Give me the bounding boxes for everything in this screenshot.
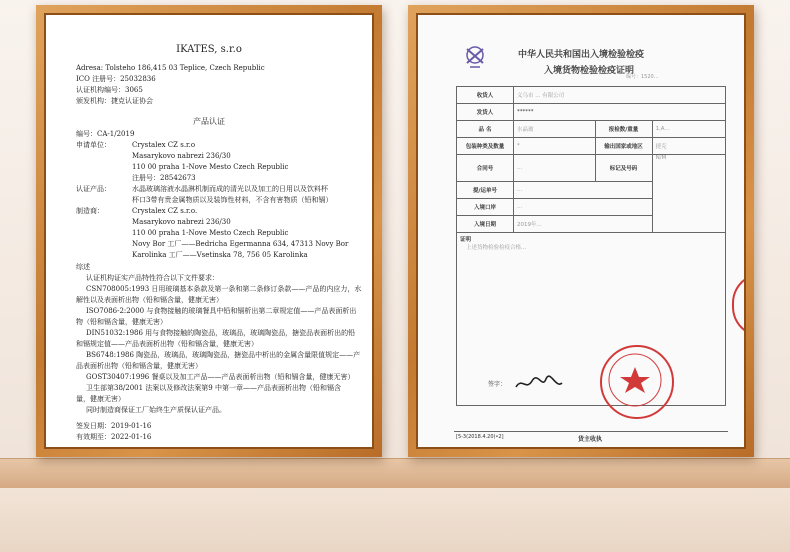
- official-seal: [600, 345, 674, 419]
- summary-line: 同时制造商保证工厂始终生产质保认证产品。: [86, 406, 226, 414]
- row-value: ...: [514, 199, 653, 216]
- inspection-certificate-document: [418, 15, 744, 447]
- row-value-2: N/M: [652, 155, 725, 233]
- applicant-line: 注册号：28542673: [132, 174, 196, 182]
- maker-line: Crystalex CZ s.r.o.: [132, 207, 198, 215]
- ico-number: ICO 注册号：25032836: [76, 75, 156, 83]
- certificate-number: 编号：CA-1/2019: [76, 130, 135, 138]
- row-label: 品 名: [457, 121, 514, 138]
- handwritten-signature: [514, 375, 564, 397]
- form-code: [5-3(2018.4.20)•2]: [456, 434, 504, 440]
- product-line: 杯口3带有贵金属物质以及装饰性材料，不含有害物质（铅和镉）: [132, 196, 333, 204]
- row-value-2: 捷克: [652, 138, 725, 155]
- holder-copy-label: 货主收执: [578, 436, 603, 443]
- table-row: [457, 87, 726, 104]
- product-certificate-document: [46, 15, 372, 447]
- issuer-title: IKATES, s.r.o: [176, 44, 242, 55]
- table-row: [457, 104, 726, 121]
- summary-line: 卫生部第38/2001 法案以及修改法案第9 中第一章——产品表面析出物（铅和镉含: [86, 384, 341, 392]
- summary-line: 和镉规定值——产品表面析出物（铅和镉含量，健康无害）: [76, 340, 258, 348]
- row-label: 合同号: [457, 155, 514, 182]
- maker-line: Karolinka 工厂——Vsetinska 78, 756 05 Karolinka: [132, 251, 308, 259]
- row-value: ...: [514, 155, 596, 182]
- applicant-line: Masarykovo nabrezi 236/30: [132, 152, 231, 160]
- certificate-frame-right: [408, 5, 754, 457]
- row-label: 入境口岸: [457, 199, 514, 216]
- row-label: 提/运单号: [457, 182, 514, 199]
- row-label-2: 标记及号码: [595, 155, 652, 182]
- summary-line: 物（铅和镉含量，健康无害）: [76, 318, 167, 326]
- applicant-line: Crystalex CZ s.r.o: [132, 141, 196, 149]
- summary-line: 量，健康无害）: [76, 395, 125, 403]
- maker-line: Masarykovo nabrezi 236/30: [132, 218, 231, 226]
- row-value: ******: [514, 104, 726, 121]
- row-value: 2019年...: [514, 216, 653, 233]
- summary-line: 解性以及表面析出物（铅和镉含量，健康无害）: [76, 296, 223, 304]
- issuer-address: Adresa: Tolsteho 186,415 03 Teplice, Czech Republic: [76, 64, 265, 72]
- shelf-ledge: [0, 458, 790, 489]
- summary-line: 认证机构证实产品特性符合以下文件要求：: [86, 274, 219, 282]
- summary-line: ISO7086-2:2000 与食物接触的玻璃餐具中铅和镉析出第二章规定值——产品表面析出: [86, 307, 357, 315]
- signature-label: 签字：: [488, 381, 507, 388]
- org-number: 认证机构编号：3065: [76, 86, 143, 94]
- summary-line: 品表面析出物（铅和镉含量，健康无害）: [76, 362, 202, 370]
- section-title: 产品认证: [193, 117, 225, 126]
- proof-label: 证明: [460, 237, 472, 243]
- summary-line: BS6748:1986 陶瓷品，玻璃品，玻璃陶瓷品，搪瓷品中析出的金属含量限值规定——产: [86, 351, 361, 359]
- product-line: 水晶玻璃溶液水晶淋机制而成的清光以及加工的日用以及饮料杯: [132, 185, 328, 193]
- maker-line: Novy Bor 工厂——Bedricha Egermanna 634, 47313 Novy Bor: [132, 240, 349, 248]
- summary-line: DIN51032:1986 用与食物接触的陶瓷品，玻璃品，玻璃陶瓷品，搪瓷品表面析出的铅: [86, 329, 356, 337]
- table-row: [457, 138, 726, 155]
- summary-line: CSN708005:1993 日用玻璃基本条款及第一条和第二条修订条款——产品的内应力，水: [86, 285, 362, 293]
- row-value: *: [514, 138, 596, 155]
- floor-background: [0, 488, 790, 552]
- header-line-1: 中华人民共和国出入境检验检疫: [518, 50, 645, 60]
- inspection-table: [456, 86, 726, 406]
- proof-text: 上述货物检验检疫合格...: [466, 245, 527, 251]
- footer-rule: [454, 431, 728, 432]
- table-row: [457, 121, 726, 138]
- row-label: 收货人: [457, 87, 514, 104]
- certificate-frame-left: [36, 5, 382, 457]
- table-row: [457, 155, 726, 182]
- issuing-org: 颁发机构：捷克认证协会: [76, 97, 153, 105]
- maker-line: 110 00 praha 1-Nove Mesto Czech Republic: [132, 229, 289, 237]
- maker-label: 制造商：: [76, 207, 104, 215]
- ciq-emblem-icon: [464, 45, 486, 69]
- row-label: 包装种类及数量: [457, 138, 514, 155]
- issue-date: 签发日期：2019-01-16: [76, 422, 152, 430]
- header-line-2: 入境货物检验检疫证明: [544, 66, 635, 76]
- row-label-2: 报检数/重量: [595, 121, 652, 138]
- row-label: 发货人: [457, 104, 514, 121]
- row-value: ...: [514, 182, 653, 199]
- valid-until-date: 有效期至：2022-01-16: [76, 433, 152, 441]
- row-value: 义乌市 ... 有限公司: [514, 87, 726, 104]
- certificate-number: 编号：1520...: [626, 74, 659, 80]
- applicant-label: 申请单位：: [76, 141, 111, 149]
- certificate-paper-left: [44, 13, 374, 449]
- summary-line: GOST30407:1996 餐桌以及加工产品——产品表面析出物（铅和镉含量，健康无害）: [86, 373, 355, 381]
- row-value-2: 1,A...: [652, 121, 725, 138]
- certificate-paper-right: [416, 13, 746, 449]
- summary-label: 综述: [76, 263, 90, 271]
- product-label: 认证产品：: [76, 185, 111, 193]
- applicant-line: 110 00 praha 1-Nove Mesto Czech Republic: [132, 163, 289, 171]
- partial-seal: [732, 273, 746, 337]
- row-label-2: 输出国家或地区: [595, 138, 652, 155]
- row-value: 水晶玻: [514, 121, 596, 138]
- row-label: 入境日期: [457, 216, 514, 233]
